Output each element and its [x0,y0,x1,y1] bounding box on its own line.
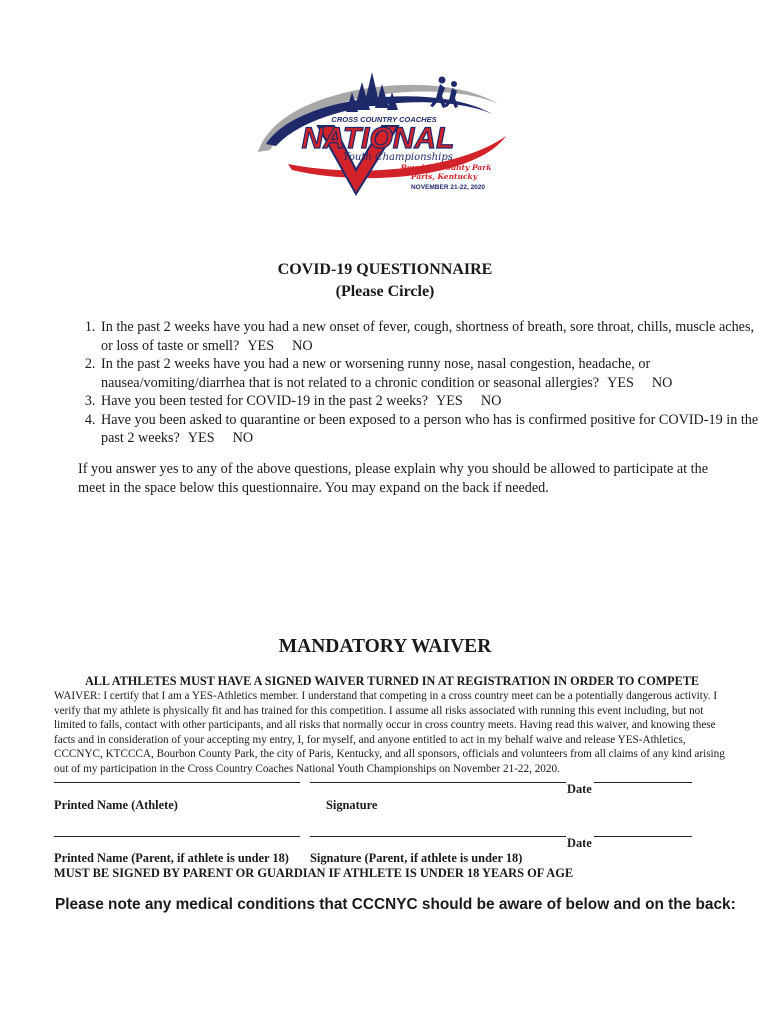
medical-conditions-note: Please note any medical conditions that CCCNYC should be aware of below and on the back: [55,896,736,913]
logo-main-text: NATIONAL [301,122,455,155]
question-text: In the past 2 weeks have you had a new onset of fever, cough, shortness of breath, sore throat, chills, muscle aches, or loss of taste or smell? [101,319,755,354]
covid-question-list [53,318,769,448]
covid-explain-instructions: If you answer yes to any of the above questions, please explain why you should be allowed to participate at the meet in the space below this questionnaire. You may expand on the back if needed. [78,461,708,496]
answer-no[interactable]: NO [232,430,254,446]
logo-location-text: Paris, Kentucky [410,172,478,181]
parent-printed-name-label: Printed Name (Parent, if athlete is under 18) [54,851,289,865]
athlete-date-line[interactable] [594,782,692,783]
question-text: In the past 2 weeks have you had a new or worsening runny nose, nasal congestion, headache, or nausea/vomiting/diarrhea that is not related to a chronic condition or seasonal allergies? [101,356,651,391]
logo-runners-icon [430,77,458,109]
logo-top-text: CROSS COUNTRY COACHES [331,115,437,124]
covid-questionnaire-subtitle: (Please Circle) [335,283,435,300]
answer-yes[interactable]: YES [607,374,634,391]
answer-yes[interactable]: YES [187,430,215,446]
question-text: Have you been asked to quarantine or been exposed to a person who has is confirmed positive for COVID-19 in the past 2 weeks? [101,411,759,446]
logo-script-text: Youth Championships [343,152,453,163]
parent-signature-notice: MUST BE SIGNED BY PARENT OR GUARDIAN IF ATHLETE IS UNDER 18 YEARS OF AGE [54,866,574,880]
covid-questionnaire-title: COVID-19 QUESTIONNAIRE [277,261,493,278]
answer-yes[interactable]: YES [247,337,275,354]
answer-no[interactable]: NO [480,393,502,409]
answer-yes[interactable]: YES [436,393,463,409]
answer-no[interactable]: NO [292,337,313,354]
answer-no[interactable]: NO [651,374,673,391]
parent-date-line[interactable] [594,836,692,837]
parent-date-label: Date [567,836,592,850]
athlete-signature-label: Signature [326,798,378,812]
waiver-text: WAIVER: I certify that I am a YES-Athletics member. I understand that competing in a cross country meet can be a potentially dangerous activity. I verify that my athlete is physically fit and has trained for this competition. I assume all risks associated with running this event including, but not limited to falls, contact with other participants, and all risks that normally occur in cross country meets. Having read this waiver, and knowing these facts and in consideration of your accepting my entry, I, for myself, and anyone entitled to act in my behalf waive and release YES-Athletics, CCCNYC, KTCCCA, Bourbon County Park, the city of Paris, Kentucky, and all sponsors, officials and volunteers from all claims of any kind arising out of my participation in the Cross Country Coaches National Youth Championships on November 21-22, 2020. [54,690,725,775]
parent-signature-line[interactable] [310,836,566,837]
parent-signature-label: Signature (Parent, if athlete is under 18) [310,851,523,865]
athlete-date-label: Date [567,782,592,796]
covid-question [99,318,769,355]
athlete-signature-line[interactable] [310,782,566,783]
question-text: Have you been tested for COVID-19 in the past 2 weeks? [101,393,429,409]
event-logo [248,66,510,198]
parent-printed-name-line[interactable] [54,836,300,837]
waiver-title: MANDATORY WAIVER [278,636,492,657]
covid-question [99,392,769,411]
athlete-printed-name-label: Printed Name (Athlete) [54,798,178,812]
covid-question [99,411,769,448]
covid-question [99,355,769,392]
athlete-printed-name-line[interactable] [54,782,300,783]
logo-venue-text: Bourbon County Park [400,163,492,172]
waiver-banner: ALL ATHLETES MUST HAVE A SIGNED WAIVER TURNED IN AT REGISTRATION IN ORDER TO COMPETE [84,674,700,688]
logo-dates-text: NOVEMBER 21-22, 2020 [410,184,486,191]
